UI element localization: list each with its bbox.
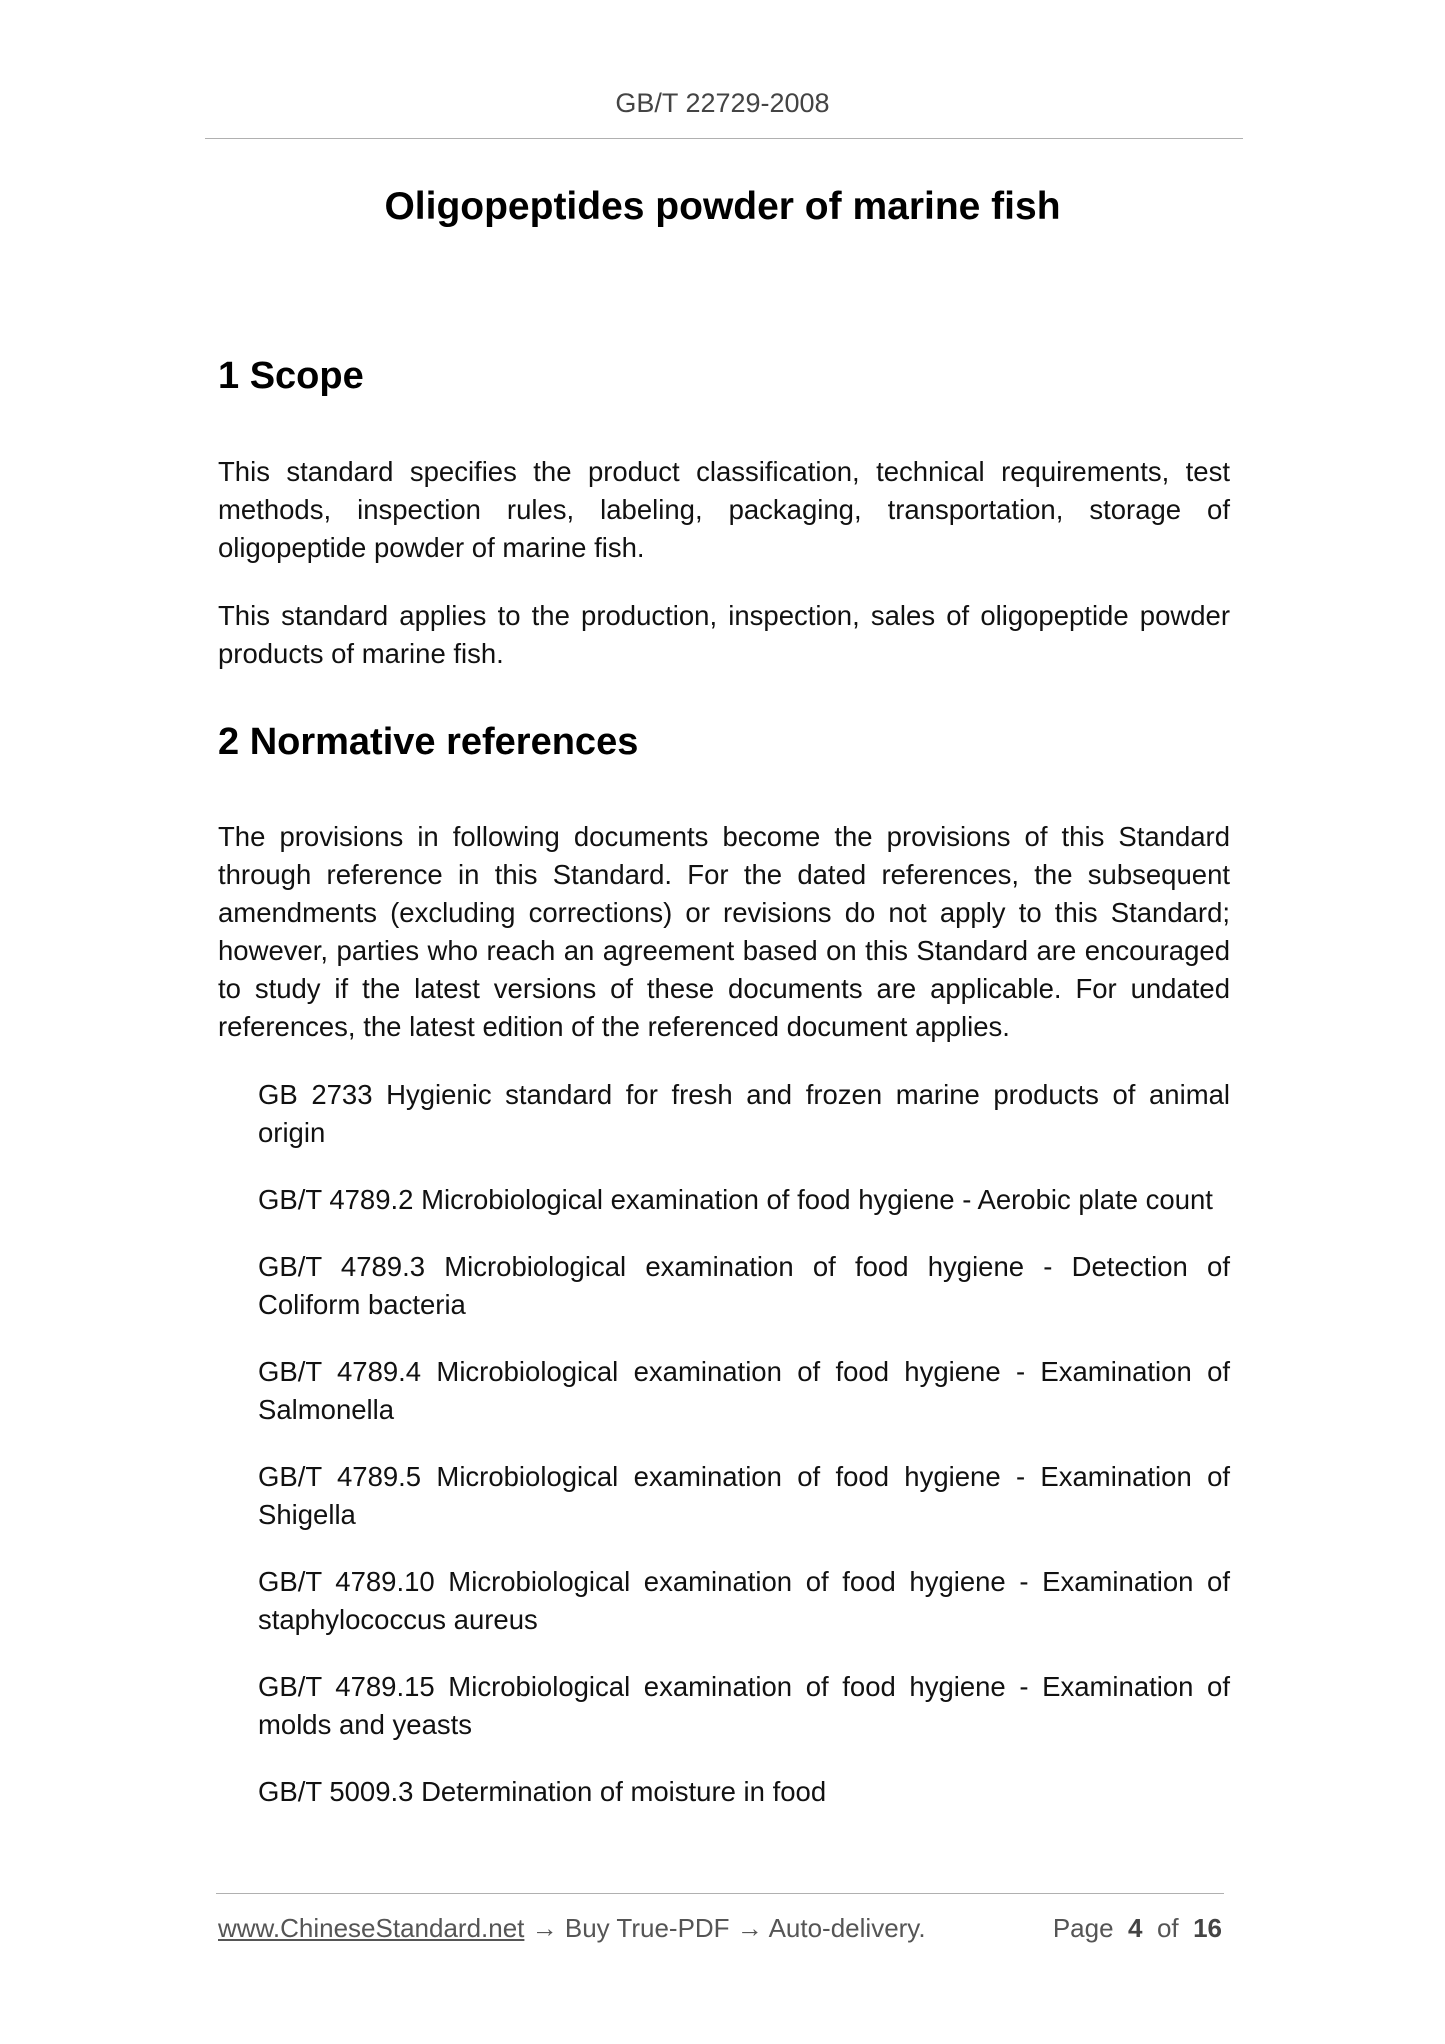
reference-item-gbt-4789-3: GB/T 4789.3 Microbiological examination of food hygiene - Detection of Coliform bacteria: [258, 1251, 1230, 1320]
document-title: Oligopeptides powder of marine fish: [384, 185, 1061, 228]
references-intro-paragraph: The provisions in following documents become the provisions of this Standard through reference in this Standard. For the dated references, the subsequent amendments (excluding corrections) or revisions do not apply to this Standard; however, parties who reach an agreement based on this Standard are encouraged to study if the latest versions of these documents are applicable. For undated references, the latest edition of the referenced document applies.: [218, 821, 1230, 1042]
reference-item-gbt-4789-4: GB/T 4789.4 Microbiological examination of food hygiene - Examination of Salmonella: [258, 1356, 1230, 1425]
page-footer: [218, 1913, 1222, 1944]
footer-website-link[interactable]: www.ChineseStandard.net: [218, 1913, 525, 1943]
reference-item-gbt-4789-5: GB/T 4789.5 Microbiological examination of food hygiene - Examination of Shigella: [258, 1461, 1230, 1530]
scope-paragraph-1: This standard specifies the product classification, technical requirements, test methods, inspection rules, labeling, packaging, transportation, storage of oligopeptide powder of marine fish.: [218, 456, 1230, 563]
reference-item-gbt-5009-3: GB/T 5009.3 Determination of moisture in food: [258, 1776, 827, 1807]
page-of-word: of: [1156, 1913, 1179, 1943]
document-body: [218, 355, 1230, 1811]
document-code-header: GB/T 22729-2008: [615, 88, 830, 118]
page-number: [1053, 1913, 1222, 1944]
reference-item-gb-2733: GB 2733 Hygienic standard for fresh and frozen marine products of animal origin: [258, 1079, 1230, 1148]
page-word: Page: [1052, 1913, 1114, 1943]
reference-item-gbt-4789-2: GB/T 4789.2 Microbiological examination of food hygiene - Aerobic plate count: [258, 1184, 1213, 1215]
section-heading-scope: 1 Scope: [218, 355, 364, 397]
page-current: 4: [1128, 1913, 1143, 1943]
footer-divider: [216, 1893, 1224, 1894]
reference-item-gbt-4789-10: GB/T 4789.10 Microbiological examination of food hygiene - Examination of staphylococcus aureus: [258, 1566, 1230, 1635]
footer-tagline: → Buy True-PDF → Auto-delivery.: [524, 1913, 926, 1943]
scope-paragraph-2: This standard applies to the production, inspection, sales of oligopeptide powder products of marine fish.: [218, 600, 1230, 669]
section-heading-normative-references: 2 Normative references: [218, 721, 639, 763]
reference-item-gbt-4789-15: GB/T 4789.15 Microbiological examination of food hygiene - Examination of molds and yeasts: [258, 1671, 1230, 1740]
page-total: 16: [1193, 1913, 1222, 1943]
header-divider: [205, 138, 1243, 139]
